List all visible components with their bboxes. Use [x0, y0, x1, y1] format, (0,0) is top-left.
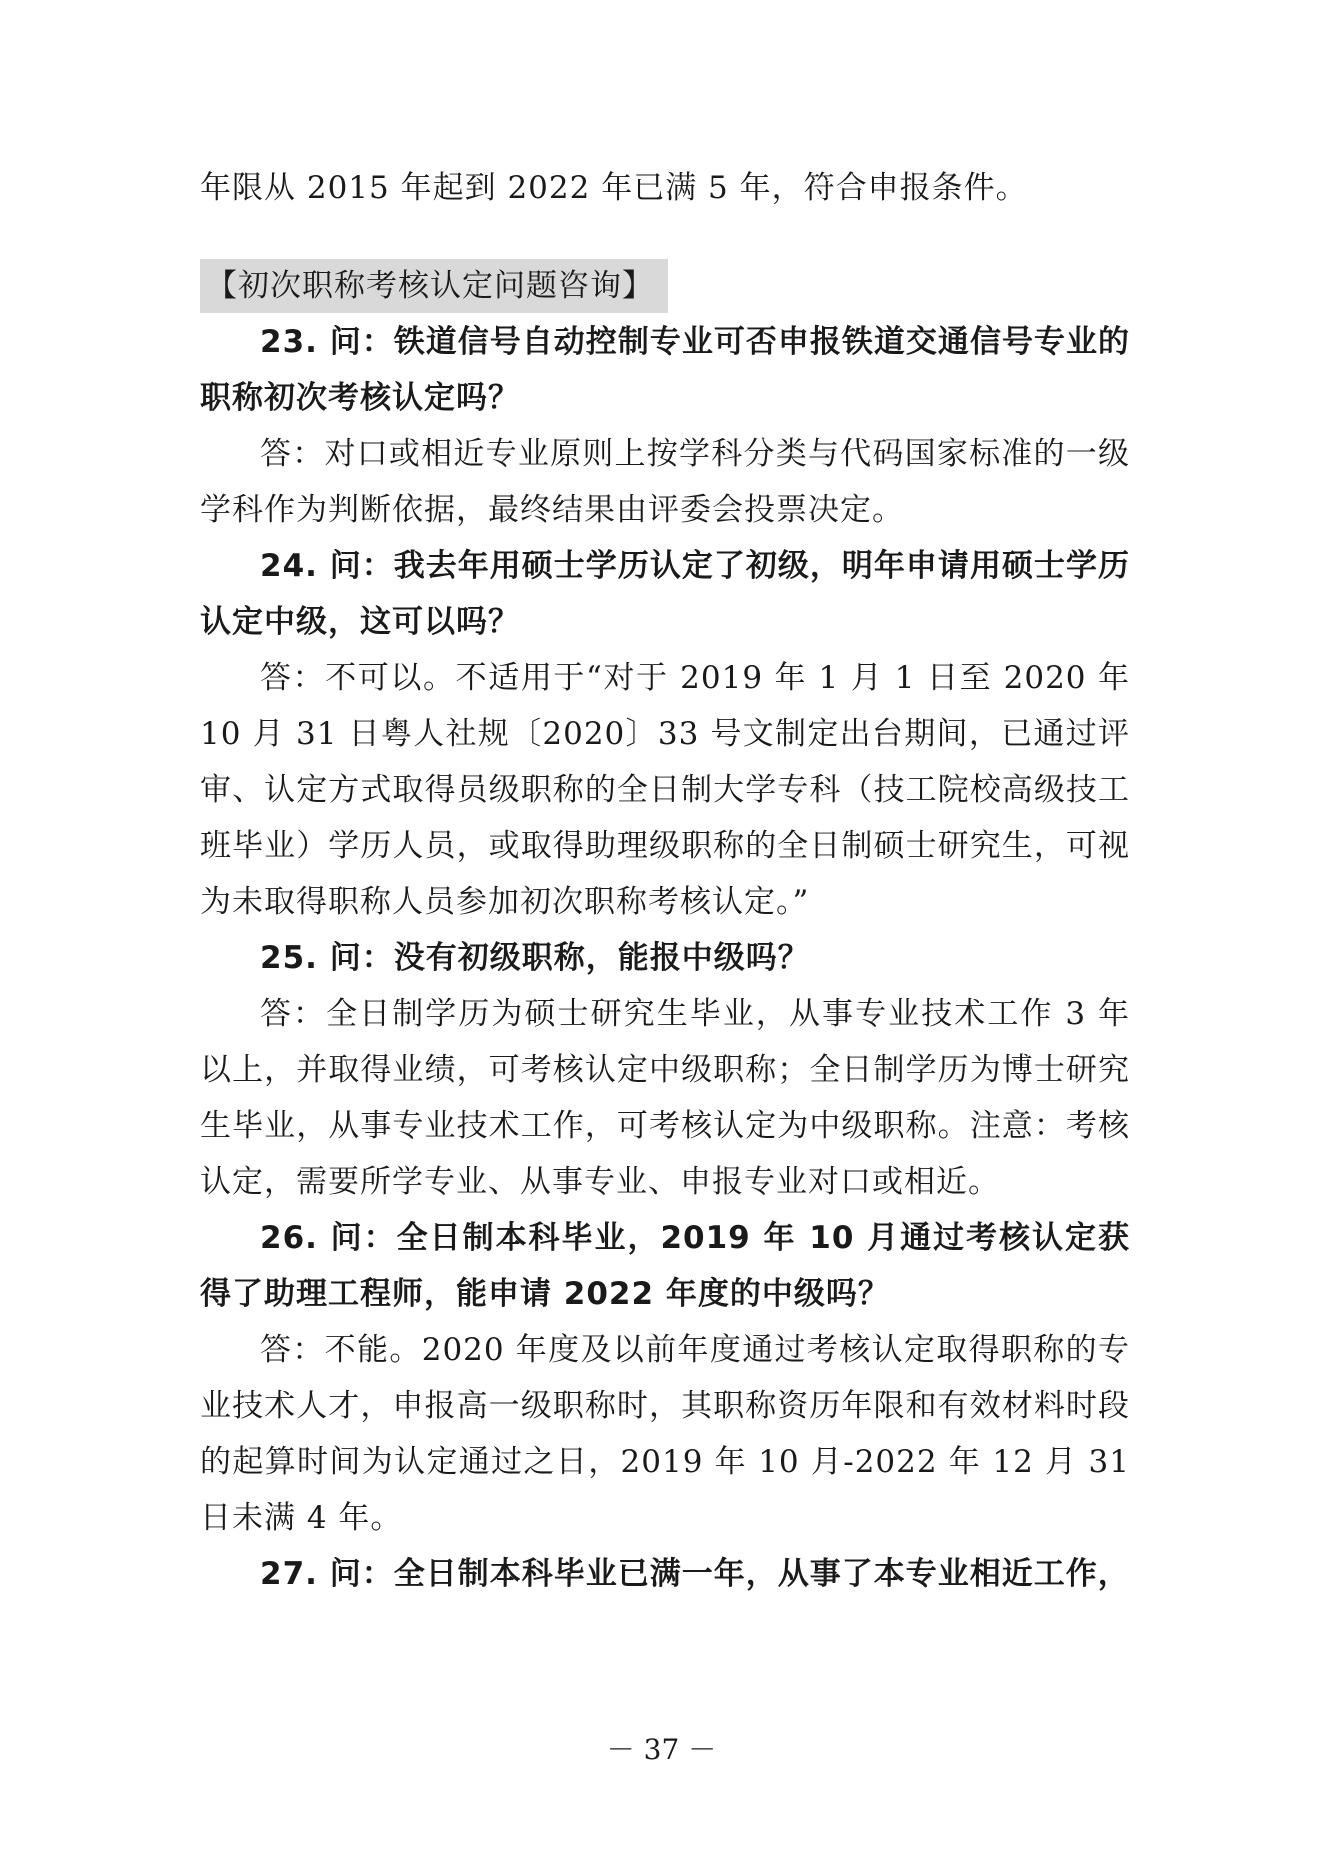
answer-25: 答：全日制学历为硕士研究生毕业，从事专业技术工作 3 年以上，并取得业绩，可考核认定中级职称；全日制学历为博士研究生毕业，从事专业技术工作，可考核认定为中级职称。注意：考核认定，需要所学专业、从事专业、申报专业对口或相近。 — [200, 996, 1130, 1200]
answer-23: 答：对口或相近专业原则上按学科分类与代码国家标准的一级学科作为判断依据，最终结果由评委会投票决定。 — [200, 436, 1130, 528]
answer-24: 答：不可以。不适用于“对于 2019 年 1 月 1 日至 2020 年 10 月 31 日粤人社规〔2020〕33 号文制定出台期间，已通过评审、认定方式取得员级职称的全日制大学专科（技工院校高级技工班毕业）学历人员，或取得助理级职称的全日制硕士研究生，可视为未取得职称人员参加初次职称考核认定。” — [200, 660, 1130, 920]
question-25: 25. 问：没有初级职称，能报中级吗？ — [260, 940, 810, 976]
section-title — [200, 258, 1130, 314]
question-26: 26. 问：全日制本科毕业，2019 年 10 月通过考核认定获得了助理工程师，能申请 2022 年度的中级吗？ — [200, 1220, 1130, 1312]
page-number: － 37 － — [606, 1733, 717, 1766]
question-27: 27. 问：全日制本科毕业已满一年，从事了本专业相近工作， — [260, 1556, 1130, 1592]
page-content — [200, 160, 1130, 1602]
question-24: 24. 问：我去年用硕士学历认定了初级，明年申请用硕士学历认定中级，这可以吗？ — [200, 548, 1130, 640]
intro-line: 年限从 2015 年起到 2022 年已满 5 年，符合申报条件。 — [200, 170, 1028, 206]
section-title-label: 【初次职称考核认定问题咨询】 — [200, 259, 668, 313]
question-23: 23. 问：铁道信号自动控制专业可否申报铁道交通信号专业的职称初次考核认定吗？ — [200, 324, 1130, 416]
answer-26: 答：不能。2020 年度及以前年度通过考核认定取得职称的专业技术人才，申报高一级职称时，其职称资历年限和有效材料时段的起算时间为认定通过之日，2019 年 10 月-2022 年 12 月 31 日未满 4 年。 — [200, 1332, 1130, 1536]
